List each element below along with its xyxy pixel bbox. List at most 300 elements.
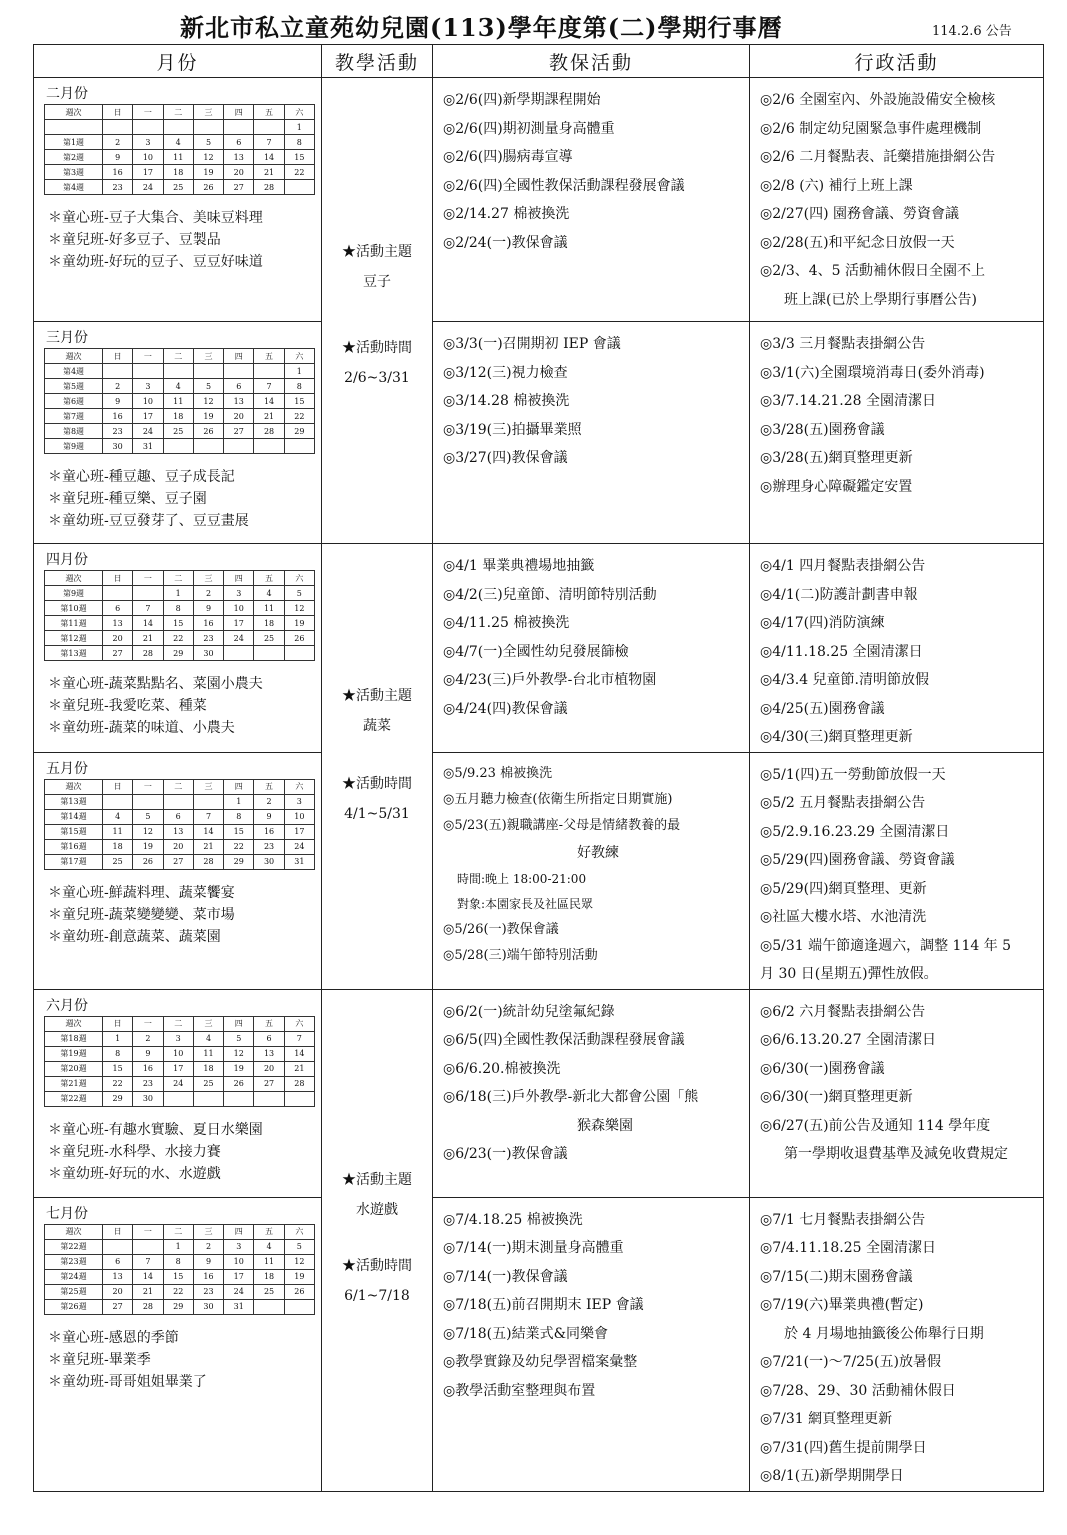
teaching-cell	[322, 544, 433, 990]
calendar-day	[224, 646, 254, 661]
calendar-day: 31	[224, 1299, 254, 1314]
care-item: ◎4/1 畢業典禮場地抽籤	[443, 558, 595, 574]
calendar-header-cell: 六	[284, 1224, 314, 1239]
week-label: 第4週	[45, 180, 103, 195]
calendar-week-row	[45, 424, 315, 439]
calendar-day: 21	[284, 1061, 314, 1076]
admin-item: ◎5/29(四)園務會議、勞資會議	[760, 852, 955, 868]
admin-item: ◎6/30(一)園務會議	[760, 1060, 885, 1077]
calendar-day: 14	[133, 616, 163, 631]
calendar-week-row	[45, 824, 315, 839]
calendar-header-cell: 一	[133, 1224, 163, 1239]
admin-item: ◎6/27(五)前公告及通知 114 學年度	[760, 1117, 991, 1134]
calendar-week-row	[45, 180, 315, 195]
calendar-header-cell: 日	[103, 1224, 133, 1239]
calendar-header-cell: 一	[133, 779, 163, 794]
schedule-table	[33, 44, 1044, 1492]
calendar-day: 28	[254, 424, 284, 439]
calendar-day	[254, 439, 284, 454]
calendar-day: 19	[284, 616, 314, 631]
calendar-day: 22	[103, 1076, 133, 1091]
care-list	[433, 322, 749, 473]
month-cell	[34, 78, 322, 322]
calendar-day: 8	[103, 1046, 133, 1061]
admin-item: ◎2/6 全園室內、外設施設備安全檢核	[760, 92, 996, 108]
calendar-day	[193, 120, 223, 135]
calendar-day: 2	[254, 794, 284, 809]
calendar-day: 11	[193, 1046, 223, 1061]
admin-item: ◎7/31(四)舊生提前開學日	[760, 1439, 927, 1456]
calendar-day	[103, 120, 133, 135]
admin-item: ◎4/3.4 兒童節.清明節放假	[760, 672, 930, 688]
care-cell	[433, 322, 750, 544]
care-item: ◎3/14.28 棉被換洗	[443, 393, 570, 409]
calendar-day: 18	[163, 165, 193, 180]
calendar-day: 3	[133, 135, 163, 150]
care-item: 猴森樂園	[577, 1117, 633, 1134]
care-item: ◎7/14(一)期末測量身高體重	[443, 1240, 624, 1256]
calendar-day	[133, 1239, 163, 1254]
calendar-day	[163, 364, 193, 379]
calendar-day: 2	[193, 586, 223, 601]
class-theme: ＊童兒班-好多豆子、豆製品	[48, 232, 221, 248]
care-item: ◎7/18(五)結業式&同樂會	[443, 1325, 609, 1342]
calendar-day: 23	[133, 1076, 163, 1091]
care-item: ◎6/2(一)統計幼兒塗氟紀錄	[443, 1003, 615, 1020]
week-label: 第5週	[45, 379, 103, 394]
calendar-day: 24	[133, 424, 163, 439]
admin-item: ◎6/2 六月餐點表掛網公告	[760, 1003, 926, 1020]
calendar-day: 5	[284, 1239, 314, 1254]
admin-item: ◎2/28(五)和平紀念日放假一天	[760, 234, 955, 251]
header-care: 教保活動	[433, 45, 750, 78]
calendar-day: 4	[163, 379, 193, 394]
calendar-day	[133, 586, 163, 601]
calendar-day: 9	[103, 150, 133, 165]
calendar-day: 2	[103, 379, 133, 394]
admin-list	[750, 1198, 1043, 1491]
time-range: 6/1~7/18	[344, 1287, 410, 1304]
header-teaching: 教學活動	[322, 45, 433, 78]
week-label: 第22週	[45, 1091, 103, 1106]
week-label: 第12週	[45, 631, 103, 646]
calendar-day: 9	[103, 394, 133, 409]
admin-item: ◎5/2.9.16.23.29 全園清潔日	[760, 823, 950, 840]
care-list	[433, 78, 749, 257]
care-item: ◎教學實錄及幼兒學習檔案彙整	[443, 1354, 638, 1370]
admin-item: ◎3/3 三月餐點表掛網公告	[760, 336, 926, 352]
calendar-day: 7	[133, 1254, 163, 1269]
care-list	[433, 990, 749, 1169]
class-theme: ＊童兒班-水科學、水接力賽	[48, 1143, 221, 1160]
calendar-day: 19	[224, 1061, 254, 1076]
mini-calendar	[44, 1016, 315, 1107]
calendar-day: 16	[103, 165, 133, 180]
class-themes	[48, 1327, 315, 1393]
admin-list	[750, 990, 1043, 1169]
calendar-day	[103, 364, 133, 379]
calendar-day: 31	[133, 439, 163, 454]
calendar-header-cell: 一	[133, 571, 163, 586]
calendar-day: 27	[103, 1299, 133, 1314]
care-item: ◎4/7(一)全國性幼兒發展篩檢	[443, 643, 629, 660]
care-item: ◎5/9.23 棉被換洗	[443, 765, 553, 781]
calendar-day: 7	[284, 1031, 314, 1046]
calendar-week-row	[45, 364, 315, 379]
week-label: 第9週	[45, 586, 103, 601]
class-theme: ＊童兒班-我愛吃菜、種菜	[48, 698, 207, 714]
admin-item: ◎3/28(五)網頁整理更新	[760, 450, 913, 466]
calendar-day: 30	[193, 1299, 223, 1314]
calendar-day: 26	[224, 1076, 254, 1091]
calendar-day: 23	[193, 1284, 223, 1299]
calendar-day: 23	[103, 180, 133, 195]
care-item: ◎6/5(四)全國性教保活動課程發展會議	[443, 1032, 685, 1048]
admin-item: ◎6/6.13.20.27 全園清潔日	[760, 1032, 936, 1048]
calendar-week-row	[45, 839, 315, 854]
page-title: 新北市私立童苑幼兒園(113)學年度第(二)學期行事曆	[180, 13, 783, 42]
care-item: ◎2/6(四)全國性教保活動課程發展會議	[443, 177, 685, 194]
admin-cell	[750, 78, 1044, 322]
calendar-day: 3	[224, 586, 254, 601]
calendar-day: 6	[103, 601, 133, 616]
calendar-day: 1	[284, 364, 314, 379]
class-themes	[48, 673, 315, 739]
calendar-header-cell: 日	[103, 779, 133, 794]
calendar-week-row	[45, 1091, 315, 1106]
month-cell	[34, 752, 322, 989]
week-label: 第13週	[45, 794, 103, 809]
calendar-day: 28	[193, 854, 223, 869]
week-label: 第24週	[45, 1269, 103, 1284]
header-row	[34, 45, 1044, 78]
admin-item: ◎2/3、4、5 活動補休假日全園不上	[760, 263, 986, 279]
admin-cell	[750, 752, 1044, 989]
calendar-week-row	[45, 1239, 315, 1254]
calendar-day	[163, 794, 193, 809]
calendar-header-cell: 四	[224, 105, 254, 120]
calendar-day: 20	[224, 165, 254, 180]
calendar-day: 22	[163, 631, 193, 646]
calendar-day: 2	[103, 135, 133, 150]
calendar-day: 8	[284, 135, 314, 150]
calendar-day: 8	[163, 1254, 193, 1269]
calendar-day	[254, 1091, 284, 1106]
calendar-day: 10	[224, 601, 254, 616]
calendar-header-cell: 日	[103, 571, 133, 586]
calendar-day: 6	[103, 1254, 133, 1269]
mini-calendar	[44, 779, 315, 870]
care-item: ◎4/2(三)兒童節、清明節特別活動	[443, 586, 657, 603]
calendar-day	[224, 1091, 254, 1106]
calendar-day: 17	[133, 165, 163, 180]
care-cell	[433, 752, 750, 989]
week-label: 第16週	[45, 839, 103, 854]
calendar-day	[103, 794, 133, 809]
calendar-day: 11	[163, 150, 193, 165]
calendar-day: 25	[254, 1284, 284, 1299]
care-list	[433, 1198, 749, 1406]
calendar-header-cell: 六	[284, 571, 314, 586]
calendar-day: 20	[163, 839, 193, 854]
calendar-day: 2	[193, 1239, 223, 1254]
calendar-day	[224, 364, 254, 379]
calendar-day	[284, 439, 314, 454]
calendar-day: 4	[103, 809, 133, 824]
calendar-header-cell: 五	[254, 105, 284, 120]
calendar-day: 9	[193, 601, 223, 616]
calendar-week-row	[45, 854, 315, 869]
month-name: 四月份	[46, 552, 88, 568]
calendar-header-cell: 三	[193, 349, 223, 364]
calendar-week-row	[45, 1061, 315, 1076]
calendar-day: 24	[224, 1284, 254, 1299]
calendar-day: 29	[103, 1091, 133, 1106]
class-theme: ＊童幼班-豆豆發芽了、豆豆畫展	[48, 513, 249, 529]
admin-item: ◎4/25(五)園務會議	[760, 700, 885, 717]
calendar-day: 12	[193, 394, 223, 409]
calendar-day: 24	[163, 1076, 193, 1091]
calendar-header-cell: 三	[193, 1224, 223, 1239]
calendar-day: 8	[284, 379, 314, 394]
calendar-day: 17	[284, 824, 314, 839]
calendar-day: 16	[133, 1061, 163, 1076]
calendar-week-row	[45, 150, 315, 165]
month-row	[34, 752, 1044, 989]
calendar-day: 30	[133, 1091, 163, 1106]
calendar-day	[193, 794, 223, 809]
week-label: 第25週	[45, 1284, 103, 1299]
calendar-day: 20	[103, 631, 133, 646]
calendar-week-row	[45, 165, 315, 180]
month-cell	[34, 322, 322, 544]
calendar-day: 29	[163, 1299, 193, 1314]
calendar-day: 3	[133, 379, 163, 394]
calendar-day: 13	[224, 394, 254, 409]
week-label: 第2週	[45, 150, 103, 165]
calendar-day: 15	[103, 1061, 133, 1076]
calendar-header-cell: 六	[284, 1016, 314, 1031]
calendar-day: 29	[224, 854, 254, 869]
calendar-day: 10	[133, 394, 163, 409]
admin-item: ◎2/8 (六) 補行上班上課	[760, 177, 913, 194]
class-theme: ＊童幼班-好玩的水、水遊戲	[48, 1165, 221, 1182]
admin-list	[750, 753, 1043, 989]
month-name: 五月份	[46, 760, 88, 777]
calendar-day: 11	[254, 601, 284, 616]
admin-item: ◎5/2 五月餐點表掛網公告	[760, 795, 926, 811]
teaching-cell	[322, 78, 433, 544]
calendar-day: 20	[254, 1061, 284, 1076]
calendar-day: 18	[193, 1061, 223, 1076]
admin-item: ◎6/30(一)網頁整理更新	[760, 1089, 913, 1105]
calendar-header-cell: 三	[193, 1016, 223, 1031]
admin-item: ◎5/29(四)網頁整理、更新	[760, 880, 927, 897]
care-item: ◎3/19(三)拍攝畢業照	[443, 421, 582, 438]
admin-cell	[750, 989, 1044, 1197]
calendar-day: 5	[133, 809, 163, 824]
calendar-header-row	[45, 1224, 315, 1239]
class-theme: ＊童心班-蔬菜點點名、菜園小農夫	[48, 676, 263, 692]
care-item: ◎4/23(三)戶外教學-台北市植物園	[443, 672, 657, 688]
calendar-header-cell: 四	[224, 1016, 254, 1031]
calendar-day: 28	[254, 180, 284, 195]
admin-item: ◎7/28、29、30 活動補休假日	[760, 1382, 956, 1399]
theme-label: ★活動主題	[342, 688, 412, 704]
care-item: 對象:本園家長及社區民眾	[457, 897, 594, 911]
calendar-header-row	[45, 1016, 315, 1031]
publish-date: 114.2.6 公告	[932, 24, 1012, 39]
calendar-header-cell: 日	[103, 349, 133, 364]
care-item: ◎教學活動室整理與布置	[443, 1382, 596, 1399]
calendar-week-row	[45, 1031, 315, 1046]
week-label: 第21週	[45, 1076, 103, 1091]
care-cell	[433, 544, 750, 753]
calendar-day: 23	[254, 839, 284, 854]
calendar-week-row	[45, 1046, 315, 1061]
calendar-day	[193, 1091, 223, 1106]
calendar-day: 19	[193, 165, 223, 180]
calendar-day: 24	[133, 180, 163, 195]
calendar-day: 28	[133, 646, 163, 661]
calendar-week-row	[45, 586, 315, 601]
calendar-day: 12	[224, 1046, 254, 1061]
time-label: ★活動時間	[342, 1257, 412, 1274]
calendar-header-row	[45, 571, 315, 586]
calendar-day: 13	[103, 616, 133, 631]
month-row	[34, 544, 1044, 753]
month-cell	[34, 544, 322, 753]
care-list	[433, 753, 749, 970]
calendar-week-row	[45, 1269, 315, 1284]
week-label: 第11週	[45, 616, 103, 631]
calendar-header-cell: 四	[224, 1224, 254, 1239]
calendar-header-row	[45, 779, 315, 794]
care-item: ◎五月聽力檢查(依衛生所指定日期實施)	[443, 791, 673, 807]
admin-list	[750, 544, 1043, 752]
class-theme: ＊童幼班-哥哥姐姐畢業了	[48, 1373, 207, 1390]
calendar-day: 30	[254, 854, 284, 869]
class-theme: ＊童兒班-種豆樂、豆子園	[48, 491, 207, 507]
month-name: 三月份	[46, 330, 88, 346]
calendar-day: 23	[193, 631, 223, 646]
care-item: ◎5/26(一)教保會議	[443, 922, 559, 937]
calendar-day: 14	[193, 824, 223, 839]
week-label: 第8週	[45, 424, 103, 439]
calendar-header-cell: 三	[193, 571, 223, 586]
week-label: 第13週	[45, 646, 103, 661]
calendar-day: 18	[254, 1269, 284, 1284]
class-theme: ＊童心班-豆子大集合、美味豆料理	[48, 210, 263, 226]
calendar-day: 6	[224, 135, 254, 150]
calendar-day	[103, 1239, 133, 1254]
calendar-header-cell: 一	[133, 105, 163, 120]
calendar-header-cell: 二	[163, 1224, 193, 1239]
week-label: 第19週	[45, 1046, 103, 1061]
calendar-day: 22	[284, 165, 314, 180]
calendar-day	[254, 120, 284, 135]
week-label: 第7週	[45, 409, 103, 424]
calendar-week-row	[45, 794, 315, 809]
theme-name: 水遊戲	[356, 1201, 398, 1218]
calendar-day: 12	[133, 824, 163, 839]
calendar-header-cell: 四	[224, 779, 254, 794]
calendar-day	[284, 180, 314, 195]
calendar-day: 16	[254, 824, 284, 839]
calendar-day: 26	[284, 631, 314, 646]
calendar-day: 14	[254, 150, 284, 165]
calendar-day: 15	[284, 394, 314, 409]
calendar-day: 15	[163, 616, 193, 631]
admin-item: ◎3/28(五)園務會議	[760, 421, 885, 438]
calendar-day	[284, 1299, 314, 1314]
calendar-day: 4	[193, 1031, 223, 1046]
admin-item: ◎7/4.11.18.25 全園清潔日	[760, 1240, 936, 1256]
calendar-header-cell: 二	[163, 349, 193, 364]
class-theme: ＊童心班-有趣水實驗、夏日水樂園	[48, 1121, 263, 1138]
week-label: 第1週	[45, 135, 103, 150]
calendar-day: 11	[254, 1254, 284, 1269]
calendar-day: 16	[193, 1269, 223, 1284]
care-item: ◎2/6(四)新學期課程開始	[443, 92, 601, 108]
calendar-day: 26	[193, 424, 223, 439]
calendar-header-cell: 週次	[45, 1016, 103, 1031]
calendar-day: 15	[163, 1269, 193, 1284]
week-label: 第4週	[45, 364, 103, 379]
time-range: 2/6~3/31	[344, 370, 410, 386]
calendar-header-cell: 週次	[45, 349, 103, 364]
calendar-day: 25	[193, 1076, 223, 1091]
week-label: 第18週	[45, 1031, 103, 1046]
calendar-day: 9	[193, 1254, 223, 1269]
calendar-day: 7	[254, 135, 284, 150]
calendar-header-cell: 日	[103, 105, 133, 120]
class-theme: ＊童兒班-畢業季	[48, 1351, 151, 1368]
calendar-day: 25	[103, 854, 133, 869]
calendar-week-row	[45, 394, 315, 409]
admin-item: ◎2/6 二月餐點表、託藥措施掛網公告	[760, 149, 996, 165]
calendar-day: 26	[193, 180, 223, 195]
admin-cell	[750, 322, 1044, 544]
time-range: 4/1~5/31	[344, 806, 410, 822]
mini-calendar	[44, 570, 315, 661]
calendar-header-cell: 五	[254, 1016, 284, 1031]
admin-item: ◎5/1(四)五一勞動節放假一天	[760, 766, 946, 783]
care-list	[433, 544, 749, 723]
calendar-header-cell: 六	[284, 779, 314, 794]
calendar-week-row	[45, 631, 315, 646]
calendar-day: 14	[133, 1269, 163, 1284]
class-theme: ＊童幼班-蔬菜的味道、小農夫	[48, 720, 235, 736]
care-item: 時間:晚上 18:00-21:00	[457, 872, 587, 886]
calendar-day: 4	[163, 135, 193, 150]
calendar-day: 4	[254, 586, 284, 601]
calendar-day	[163, 439, 193, 454]
calendar-day: 30	[193, 646, 223, 661]
calendar-header-cell: 五	[254, 349, 284, 364]
month-row	[34, 989, 1044, 1197]
month-name: 七月份	[46, 1205, 88, 1222]
calendar-week-row	[45, 120, 315, 135]
calendar-day: 7	[254, 379, 284, 394]
calendar-day: 27	[224, 424, 254, 439]
calendar-day: 8	[224, 809, 254, 824]
mini-calendar	[44, 348, 315, 454]
calendar-day	[193, 364, 223, 379]
theme-name: 豆子	[363, 274, 391, 290]
calendar-day: 27	[163, 854, 193, 869]
calendar-header-cell: 二	[163, 105, 193, 120]
